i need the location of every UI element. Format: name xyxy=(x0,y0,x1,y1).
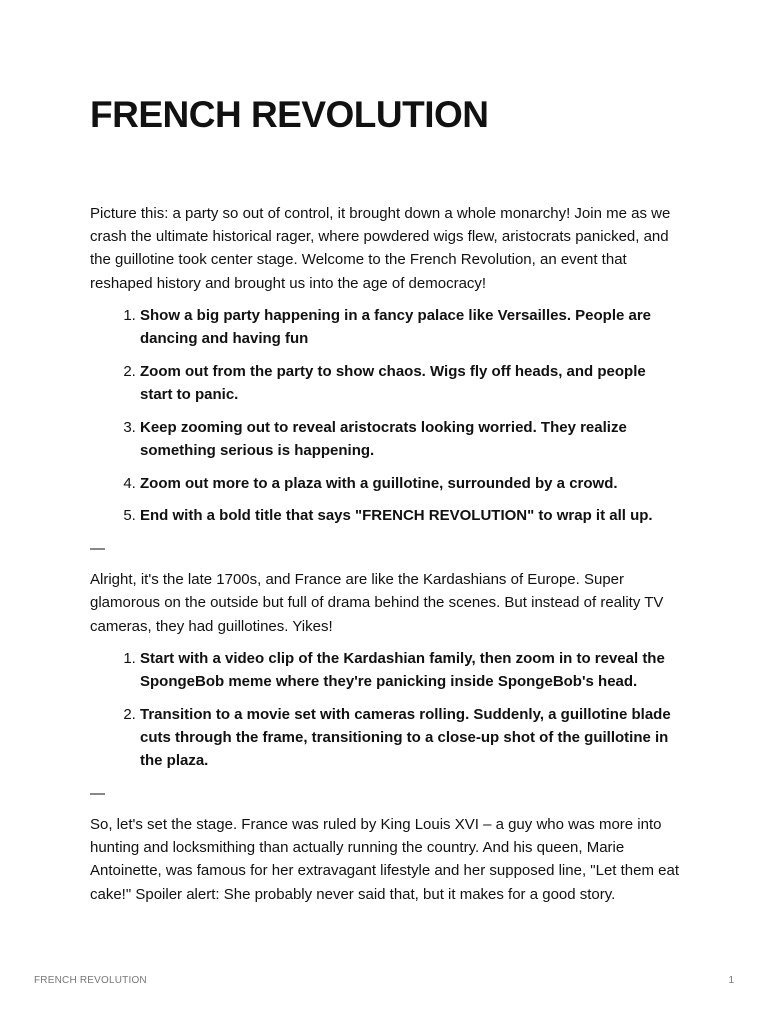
list-item: 2. Transition to a movie set with cameras rolling. Suddenly, a guillotine blade cuts through the frame, transitioning to a close-up shot of the guillotine in the plaza. xyxy=(140,703,680,773)
section-1-step-list xyxy=(90,304,680,528)
list-item: 1. Start with a video clip of the Kardashian family, then zoom in to reveal the SpongeBob meme where they're panicking inside SpongeBob's head. xyxy=(140,647,680,693)
document-body xyxy=(90,202,680,906)
footer-document-title: FRENCH REVOLUTION xyxy=(34,975,147,986)
section-2-paragraph: Alright, it's the late 1700s, and France are like the Kardashians of Europe. Super glamorous on the outside but full of drama behind the scenes. But instead of reality TV cameras, they had guillotines. Yikes! xyxy=(90,571,664,635)
section-separator: — xyxy=(90,539,105,557)
footer-page-number: 1 xyxy=(728,975,734,986)
section-2-step-list xyxy=(90,647,680,773)
list-item: 3. Keep zooming out to reveal aristocrats looking worried. They realize something serious is happening. xyxy=(140,416,680,462)
list-item: 5. End with a bold title that says "FRENCH REVOLUTION" to wrap it all up. xyxy=(140,504,680,527)
section-3-paragraph: So, let's set the stage. France was ruled by King Louis XVI – a guy who was more into hunting and locksmithing than actually running the country. And his queen, Marie Antoinette, was famous for her extravagant lifestyle and her supposed line, "Let them eat cake!" Spoiler alert: She probably never said that, but it makes for a good story. xyxy=(90,815,679,903)
document-title: FRENCH REVOLUTION xyxy=(90,94,489,135)
section-1-paragraph: Picture this: a party so out of control, it brought down a whole monarchy! Join me as we crash the ultimate historical rager, where powdered wigs flew, aristocrats panicked, and the guillotine took center stage. Welcome to the French Revolution, an event that reshaped history and brought us into the age of democracy! xyxy=(90,205,671,292)
list-item: 4. Zoom out more to a plaza with a guillotine, surrounded by a crowd. xyxy=(140,472,680,495)
list-item: 1. Show a big party happening in a fancy palace like Versailles. People are dancing and having fun xyxy=(140,304,680,350)
list-item: 2. Zoom out from the party to show chaos. Wigs fly off heads, and people start to panic. xyxy=(140,360,680,406)
section-separator: — xyxy=(90,784,105,802)
